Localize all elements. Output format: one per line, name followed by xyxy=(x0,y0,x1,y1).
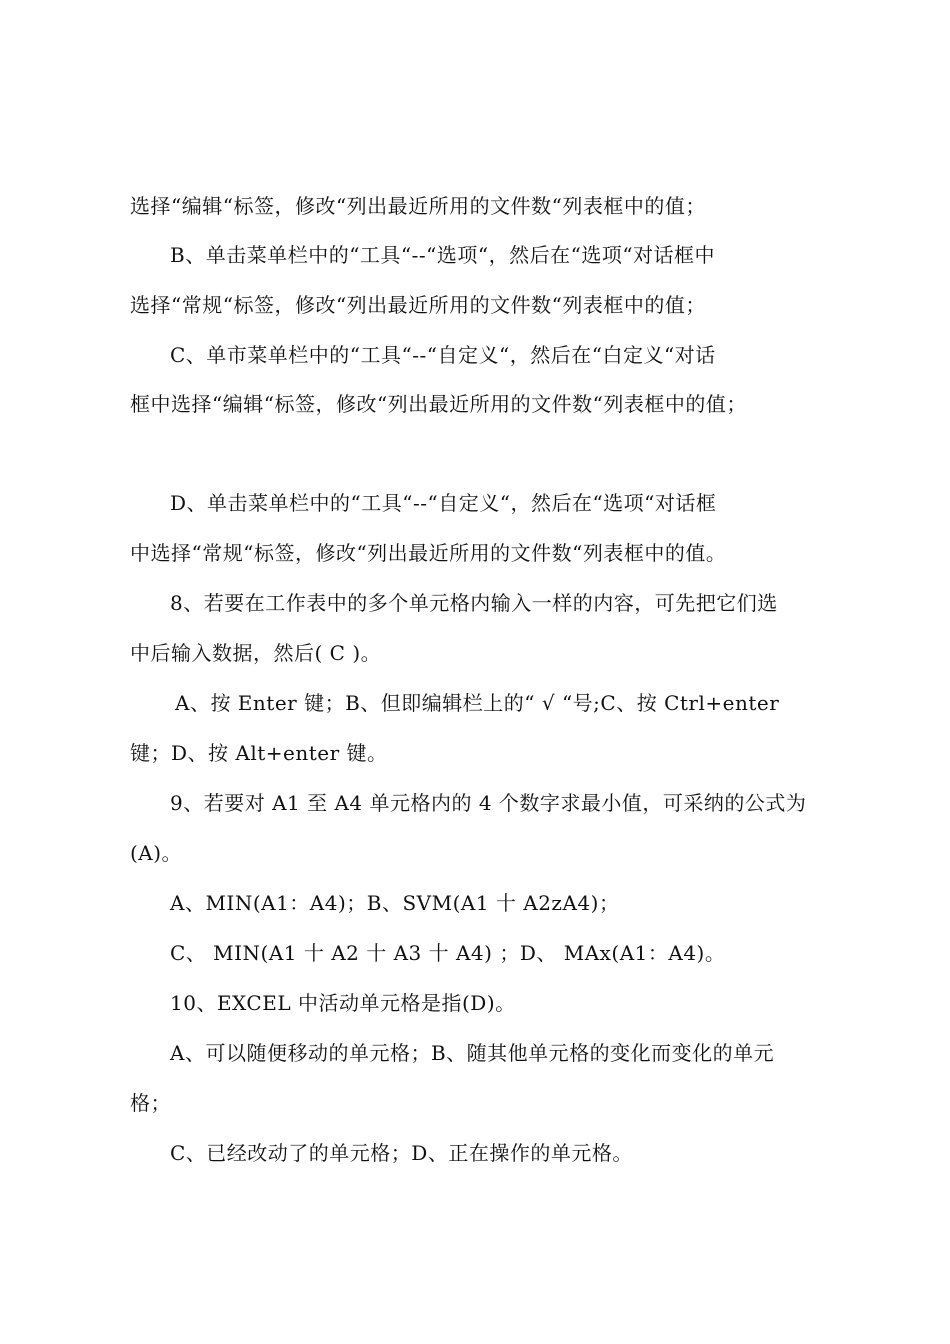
question-8-options-line-2: 键；D、按 Alt+enter 键。 xyxy=(130,741,388,765)
question-10-options-line-2: 格； xyxy=(130,1091,171,1115)
question-10-line: 10、EXCEL 中活动单元格是指(D)。 xyxy=(170,991,516,1015)
option-c-line-2: 框中选择“编辑“标签，修改“列出最近所用的文件数“列表框中的值； xyxy=(130,392,747,416)
question-10-options-line-1: A、可以随便移动的单元格；B、随其他单元格的变化而变化的单元 xyxy=(170,1041,775,1065)
question-8-line-1: 8、若要在工作表中的多个单元格内输入一样的内容，可先把它们选 xyxy=(170,591,778,615)
question-8-line-2: 中后输入数据，然后( C )。 xyxy=(130,641,382,665)
question-8-options-line-1: A、按 Enter 键；B、但即编辑栏上的“ √ “号;C、按 Ctrl+enter xyxy=(175,691,780,715)
question-9-line-1: 9、若要对 A1 至 A4 单元格内的 4 个数字求最小值，可采纳的公式为 xyxy=(170,791,807,815)
option-d-line-1: D、单击菜单栏中的“工具“--“自定义“，然后在“选项“对话框 xyxy=(170,491,717,515)
option-b-line-2: 选择“常规“标签，修改“列出最近所用的文件数“列表框中的值； xyxy=(130,293,706,317)
text-line: 选择“编辑“标签，修改“列出最近所用的文件数“列表框中的值； xyxy=(130,194,706,218)
option-d-line-2: 中选择“常规“标签，修改“列出最近所用的文件数“列表框中的值。 xyxy=(130,541,727,565)
option-c-line-1: C、单市菜单栏中的“工具“--“自定义“，然后在“白定义“对话 xyxy=(170,343,716,367)
question-10-options-line-3: C、已经改动了的单元格；D、正在操作的单元格。 xyxy=(170,1141,633,1165)
option-b-line-1: B、单击菜单栏中的“工具“--“选项“，然后在“选项“对话框中 xyxy=(170,243,716,267)
question-9-options-line-1: A、MIN(A1：A4)；B、SVM(A1 十 A2zA4)； xyxy=(170,891,620,915)
question-9-options-line-2: C、 MIN(A1 十 A2 十 A3 十 A4) ；D、 MAx(A1：A4)。 xyxy=(170,941,726,965)
question-9-line-2: (A)。 xyxy=(130,841,183,865)
